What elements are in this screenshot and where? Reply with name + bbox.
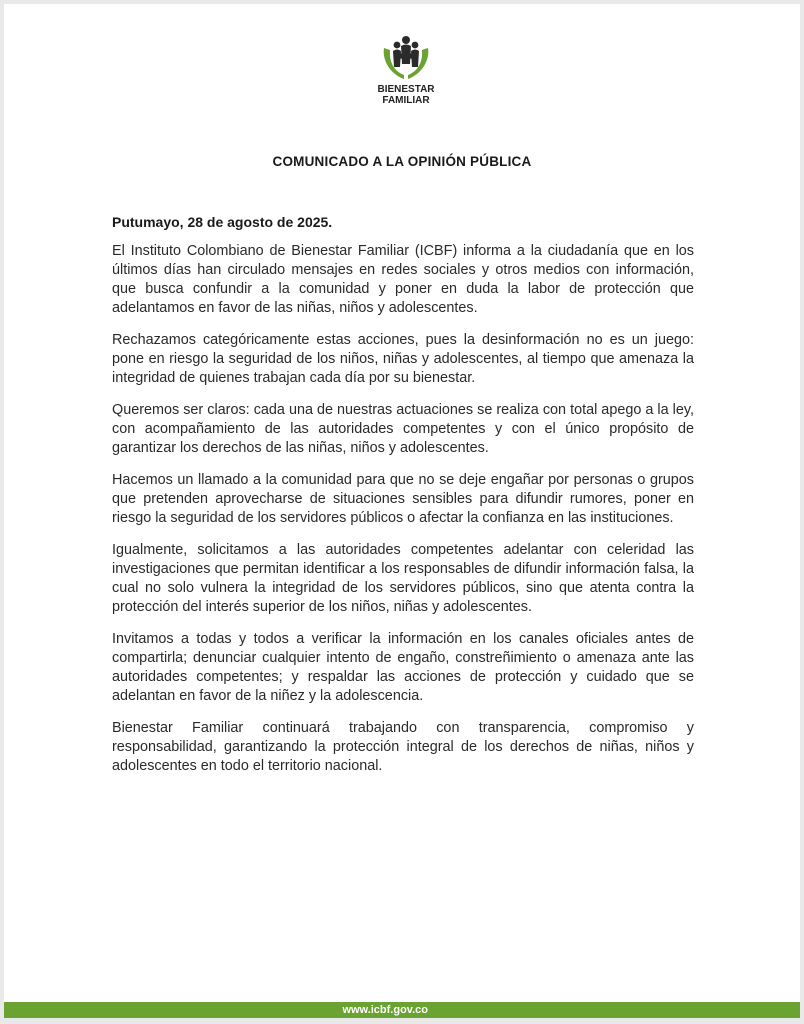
paragraph: Queremos ser claros: cada una de nuestras actuaciones se realiza con total apego a la ley, con acompañamiento de las autoridades competentes y con el único propósito de garantizar los derechos de las niñas, niños y adolescentes. — [112, 402, 694, 456]
footer-bar — [4, 1002, 800, 1018]
logo — [368, 34, 444, 112]
logo-text-line2: FAMILIAR — [382, 95, 430, 106]
paragraph: Bienestar Familiar continuará trabajando con transparencia, compromiso y responsabilidad, garantizando la protección integral de los derechos de niñas, niños y adolescentes en todo el territorio nacional. — [112, 720, 694, 774]
paragraph: Rechazamos categóricamente estas acciones, pues la desinformación no es un juego: pone en riesgo la seguridad de los niños, niñas y adolescentes, al tiempo que amenaza la integridad de quienes trabajan cada día por su bienestar. — [112, 332, 694, 386]
document-title: COMUNICADO A LA OPINIÓN PÚBLICA — [272, 154, 532, 169]
bienestar-familiar-logo-icon — [380, 34, 432, 82]
paragraph: Invitamos a todas y todos a verificar la información en los canales oficiales antes de compartirla; denunciar cualquier intento de engaño, constreñimiento o amenaza ante las autoridades competentes; y respaldar las acciones de protección y cuidado que se adelantan en favor de la niñez y la adolescencia. — [112, 631, 694, 704]
paragraph: Hacemos un llamado a la comunidad para que no se deje engañar por personas o grupos que pretenden aprovecharse de situaciones sensibles para difundir rumores, poner en riesgo la seguridad de los servidores públicos o afectar la confianza en las instituciones. — [112, 472, 694, 526]
paragraph: El Instituto Colombiano de Bienestar Familiar (ICBF) informa a la ciudadanía que en los últimos días han circulado mensajes en redes sociales y otros medios con información, que busca confundir a la comunidad y poner en duda la labor de protección que adelantamos en favor de las niñas, niños y adolescentes. — [112, 243, 694, 316]
document-page — [4, 4, 800, 1018]
document-body — [112, 242, 694, 789]
paragraph: Igualmente, solicitamos a las autoridades competentes adelantar con celeridad las investigaciones que permitan identificar a los responsables de difundir información falsa, la cual no solo vulnera la integridad de los servidores públicos, sino que atenta contra la protección del interés superior de los niños, niñas y adolescentes. — [112, 542, 694, 615]
logo-text-line1: BIENESTAR — [377, 84, 435, 95]
footer-url-link[interactable]: www.icbf.gov.co — [342, 1004, 428, 1016]
dateline: Putumayo, 28 de agosto de 2025. — [112, 214, 333, 230]
